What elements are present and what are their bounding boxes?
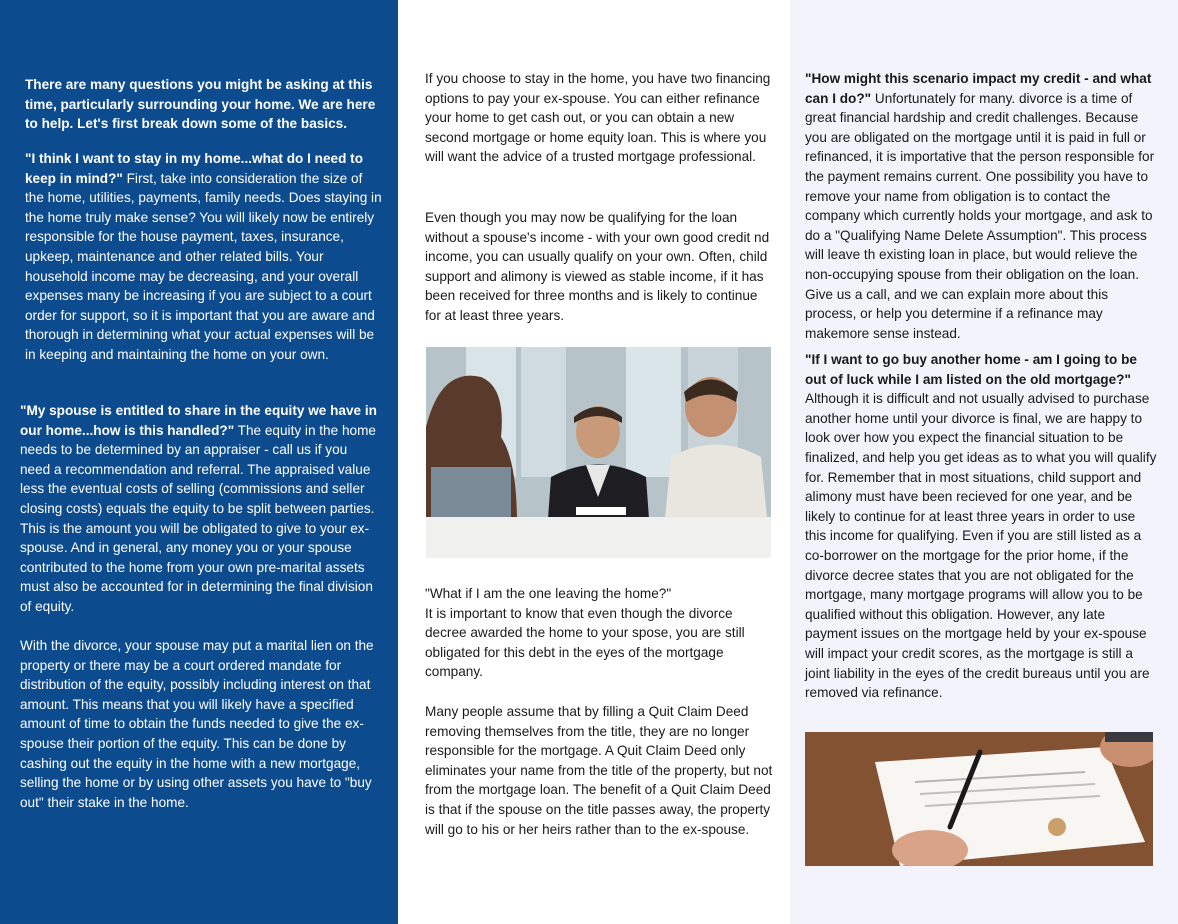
question-buy-another — [805, 350, 1157, 703]
question-buy-another-body: Although it is difficult and not usually advised to purchase another home until your divorce is final, we are happy to look over how you expect the financial situation to be finalized, and help you get ideas as to what you will qualify for. Remember that in most situations, child support and alimony must have been recieved for one year, and be likely to continue for at least three years in order to use this income for qualifying. Even if you are still listed as a co-borrower on the mortgage for the prior home, if the divorce decree states that you are not obligated for the mortgage, many mortgage programs will allow you to be qualified without this obligation. However, any late payment issues on the mortgage held by your ex-spouse will impact your credit scores, as the mortgage is still a joint liability in the eyes of the credit bureaus until you are removed via refinance. — [805, 391, 1157, 701]
question-stay-home-heading: "I think I want to stay in my home...what do I need to keep in mind?" — [25, 151, 364, 186]
question-equity — [20, 401, 380, 617]
question-credit — [805, 69, 1161, 343]
leaving-home-section — [425, 584, 775, 682]
leaving-home-question: "What if I am the one leaving the home?" — [425, 586, 672, 601]
financing-options-paragraph: If you choose to stay in the home, you have two financing options to pay your ex-spouse. You can either refinance your home to get cash out, or you can obtain a new second mortgage or home equity loan. This is where you will want the advice of a trusted mortgage professional. — [425, 71, 771, 165]
question-credit-body: Unfortunately for many. divorce is a time of great financial hardship and credit challenges. Because you are obligated on the mortgage until it is paid in full or refinanced, it is importative that the person responsible for the payment remains current. One possibility you have to remove your name from obligation is to contact the company which currently holds your mortgage, and ask to do a "Qualifying Name Delete Assumption". This process will leave th existing loan in place, but would relieve the non-occupying spouse from their obligation on the loan. Give us a call, and we can explain more about this process, or help you determine if a refinance may makemore sense instead. — [805, 90, 1155, 341]
marital-lien-paragraph: With the divorce, your spouse may put a marital lien on the property or there may be a court ordered mandate for distribution of the equity, possibly including interest on that amount. This means that you will likely have a specified amount of time to obtain the funds needed to give the ex-spouse their portion of the equity. This can be done by cashing out the equity in the home with a new mortgage, selling the home or by using other assets you have to "buy out" their stake in the home. — [20, 638, 374, 810]
document-signing-illustration — [805, 732, 1153, 866]
intro-text: There are many questions you might be asking at this time, particularly surrounding your home. We are here to help. Let's first break down some of the basics. — [25, 77, 376, 132]
qualifying-paragraph: Even though you may now be qualifying for the loan without a spouse's income - with your own good credit nd income, you can usually qualify on your own. Often, child support and alimony is viewed as stable income, if it has been received for three months and is likely to continue for at least three years. — [425, 210, 770, 323]
document-signing-photo — [805, 732, 1153, 866]
consultation-photo — [426, 347, 771, 558]
left-panel — [0, 0, 398, 924]
leaving-home-body: It is important to know that even though the divorce decree awarded the home to your spose, you are still obligated for this debt in the eyes of the mortgage company. — [425, 605, 745, 680]
question-buy-another-heading: "If I want to go buy another home - am I going to be out of luck while I am listed on the old mortgage?" — [805, 352, 1137, 387]
middle-panel — [398, 0, 790, 924]
question-credit-heading: "How might this scenario impact my credit - and what can I do?" — [805, 71, 1152, 106]
right-panel — [790, 0, 1178, 924]
question-equity-heading: "My spouse is entitled to share in the equity we have in our home...how is this handled?" — [20, 403, 377, 438]
question-stay-home — [25, 149, 383, 365]
question-stay-home-body: First, take into consideration the size of the home, utilities, payments, family needs. Does staying in the home truly make sense? You will likely now be entirely responsible for the house payment, taxes, insurance, upkeep, maintenance and other related bills. Your household income may be decreasing, and your overall expenses many be increasing if you are subject to a court order for support, so it is important that you are aware and thorough in determining what your actual expenses will be in keeping and maintaining the home on your own. — [25, 170, 382, 362]
consultation-illustration — [426, 347, 771, 558]
question-equity-body: The equity in the home needs to be determined by an appraiser - call us if you need a recommendation and referral. The appraised value less the eventual costs of selling (commissions and seller closing costs) equals the equity to be split between parties. This is the amount you will be obligated to give to your ex-spouse. And in general, any money you or your spouse contributed to the home from your own pre-marital assets must also be accounted for in determining the final division of equity. — [20, 422, 376, 614]
quit-claim-paragraph: Many people assume that by filling a Quit Claim Deed removing themselves from the title, they are no longer responsible for the mortgage. A Quit Claim Deed only eliminates your name from the title of the property, but not from the mortgage loan. The benefit of a Quit Claim Deed is that if the spouse on the title passes away, the property will go to his or her heirs rather than to the ex-spouse. — [425, 704, 773, 837]
